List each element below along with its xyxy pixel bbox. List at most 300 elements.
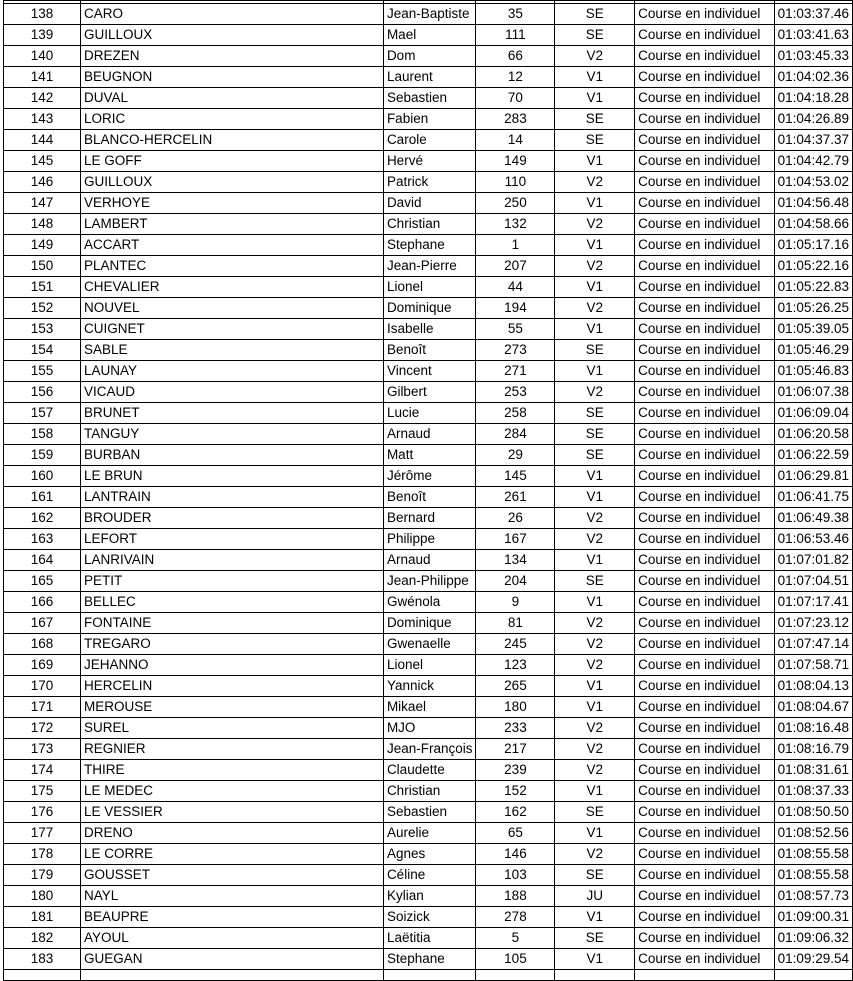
table-row <box>4 88 853 109</box>
cell-bib-number: 278 <box>476 907 555 928</box>
cell-finish-time: 01:03:45.33 <box>774 46 852 67</box>
cell-finish-time: 01:09:29.54 <box>774 949 852 970</box>
cell-bib-number: 250 <box>476 193 555 214</box>
cell-rank: 165 <box>4 571 81 592</box>
cell-finish-time: 01:04:18.28 <box>774 88 852 109</box>
cell-finish-time: 01:07:47.14 <box>774 634 852 655</box>
cell-race-type: Course en individuel <box>635 634 775 655</box>
cell-bib-number: 145 <box>476 466 555 487</box>
cell-first-name: Bernard <box>383 508 476 529</box>
table-row <box>4 235 853 256</box>
partial-cell-race-type <box>635 970 775 981</box>
cell-first-name: Kylian <box>383 886 476 907</box>
cell-rank: 163 <box>4 529 81 550</box>
cell-category: JU <box>555 886 635 907</box>
cell-rank: 152 <box>4 298 81 319</box>
cell-last-name: GUILLOUX <box>81 172 384 193</box>
cell-finish-time: 01:06:07.38 <box>774 382 852 403</box>
cell-first-name: David <box>383 193 476 214</box>
cell-category: V2 <box>555 508 635 529</box>
cell-last-name: CUIGNET <box>81 319 384 340</box>
cell-race-type: Course en individuel <box>635 655 775 676</box>
cell-rank: 175 <box>4 781 81 802</box>
table-row <box>4 109 853 130</box>
cell-bib-number: 5 <box>476 928 555 949</box>
cell-finish-time: 01:08:55.58 <box>774 844 852 865</box>
table-row <box>4 550 853 571</box>
cell-rank: 153 <box>4 319 81 340</box>
cell-finish-time: 01:08:16.48 <box>774 718 852 739</box>
table-row <box>4 445 853 466</box>
table-row <box>4 361 853 382</box>
cell-race-type: Course en individuel <box>635 508 775 529</box>
table-row <box>4 718 853 739</box>
cell-first-name: MJO <box>383 718 476 739</box>
cell-last-name: DREZEN <box>81 46 384 67</box>
cell-last-name: PETIT <box>81 571 384 592</box>
cell-last-name: BURBAN <box>81 445 384 466</box>
cell-first-name: Stephane <box>383 949 476 970</box>
cell-category: V1 <box>555 823 635 844</box>
cell-rank: 141 <box>4 67 81 88</box>
cell-race-type: Course en individuel <box>635 340 775 361</box>
cell-last-name: ACCART <box>81 235 384 256</box>
cell-category: V1 <box>555 550 635 571</box>
cell-rank: 138 <box>4 4 81 25</box>
table-row <box>4 193 853 214</box>
cell-rank: 168 <box>4 634 81 655</box>
cell-last-name: VERHOYE <box>81 193 384 214</box>
cell-rank: 183 <box>4 949 81 970</box>
cell-last-name: BRUNET <box>81 403 384 424</box>
partial-cell-category <box>555 970 635 981</box>
cell-finish-time: 01:09:06.32 <box>774 928 852 949</box>
cell-bib-number: 66 <box>476 46 555 67</box>
cell-last-name: SABLE <box>81 340 384 361</box>
cell-race-type: Course en individuel <box>635 46 775 67</box>
table-row <box>4 151 853 172</box>
cell-last-name: CARO <box>81 4 384 25</box>
cell-rank: 146 <box>4 172 81 193</box>
table-row <box>4 823 853 844</box>
cell-rank: 178 <box>4 844 81 865</box>
cell-rank: 182 <box>4 928 81 949</box>
cell-rank: 166 <box>4 592 81 613</box>
cell-category: V2 <box>555 298 635 319</box>
cell-first-name: Hervé <box>383 151 476 172</box>
cell-category: V1 <box>555 487 635 508</box>
cell-race-type: Course en individuel <box>635 928 775 949</box>
cell-last-name: LORIC <box>81 109 384 130</box>
cell-last-name: NOUVEL <box>81 298 384 319</box>
cell-bib-number: 167 <box>476 529 555 550</box>
cell-last-name: LE GOFF <box>81 151 384 172</box>
cell-bib-number: 180 <box>476 697 555 718</box>
cell-bib-number: 271 <box>476 361 555 382</box>
cell-bib-number: 217 <box>476 739 555 760</box>
cell-bib-number: 233 <box>476 718 555 739</box>
cell-last-name: BELLEC <box>81 592 384 613</box>
cell-finish-time: 01:07:01.82 <box>774 550 852 571</box>
cell-race-type: Course en individuel <box>635 214 775 235</box>
cell-first-name: Philippe <box>383 529 476 550</box>
cell-first-name: Benoît <box>383 487 476 508</box>
cell-bib-number: 265 <box>476 676 555 697</box>
cell-rank: 140 <box>4 46 81 67</box>
cell-category: SE <box>555 109 635 130</box>
cell-race-type: Course en individuel <box>635 592 775 613</box>
cell-finish-time: 01:05:46.29 <box>774 340 852 361</box>
cell-race-type: Course en individuel <box>635 571 775 592</box>
cell-bib-number: 283 <box>476 109 555 130</box>
table-row <box>4 739 853 760</box>
cell-category: V1 <box>555 88 635 109</box>
cell-rank: 173 <box>4 739 81 760</box>
cell-last-name: MEROUSE <box>81 697 384 718</box>
cell-last-name: GUEGAN <box>81 949 384 970</box>
table-row <box>4 928 853 949</box>
cell-first-name: Yannick <box>383 676 476 697</box>
cell-bib-number: 245 <box>476 634 555 655</box>
cell-rank: 171 <box>4 697 81 718</box>
cell-category: SE <box>555 25 635 46</box>
table-row <box>4 424 853 445</box>
cell-category: V2 <box>555 214 635 235</box>
cell-rank: 142 <box>4 88 81 109</box>
cell-race-type: Course en individuel <box>635 697 775 718</box>
cell-category: V2 <box>555 760 635 781</box>
cell-first-name: Sebastien <box>383 88 476 109</box>
cell-category: V1 <box>555 592 635 613</box>
table-row <box>4 277 853 298</box>
cell-bib-number: 134 <box>476 550 555 571</box>
cell-race-type: Course en individuel <box>635 781 775 802</box>
cell-rank: 139 <box>4 25 81 46</box>
table-row <box>4 865 853 886</box>
cell-last-name: VICAUD <box>81 382 384 403</box>
cell-rank: 147 <box>4 193 81 214</box>
cell-first-name: Aurelie <box>383 823 476 844</box>
cell-category: V1 <box>555 781 635 802</box>
cell-first-name: Dominique <box>383 613 476 634</box>
cell-last-name: PLANTEC <box>81 256 384 277</box>
cell-finish-time: 01:06:09.04 <box>774 403 852 424</box>
cell-rank: 176 <box>4 802 81 823</box>
cell-first-name: Lionel <box>383 655 476 676</box>
partial-cell-rank <box>4 970 81 981</box>
cell-first-name: Lucie <box>383 403 476 424</box>
cell-last-name: LANTRAIN <box>81 487 384 508</box>
cell-last-name: HERCELIN <box>81 676 384 697</box>
cell-finish-time: 01:08:37.33 <box>774 781 852 802</box>
cell-race-type: Course en individuel <box>635 298 775 319</box>
cell-bib-number: 103 <box>476 865 555 886</box>
partial-cell-bib-number <box>476 970 555 981</box>
cell-finish-time: 01:07:17.41 <box>774 592 852 613</box>
cell-last-name: DUVAL <box>81 88 384 109</box>
cell-race-type: Course en individuel <box>635 550 775 571</box>
cell-category: V2 <box>555 46 635 67</box>
cell-category: V1 <box>555 67 635 88</box>
cell-last-name: JEHANNO <box>81 655 384 676</box>
cell-finish-time: 01:03:41.63 <box>774 25 852 46</box>
table-row <box>4 466 853 487</box>
cell-first-name: Stephane <box>383 235 476 256</box>
cell-category: V2 <box>555 382 635 403</box>
cell-category: SE <box>555 4 635 25</box>
cell-race-type: Course en individuel <box>635 25 775 46</box>
cell-rank: 180 <box>4 886 81 907</box>
cell-last-name: CHEVALIER <box>81 277 384 298</box>
cell-finish-time: 01:05:39.05 <box>774 319 852 340</box>
table-row <box>4 634 853 655</box>
cell-bib-number: 1 <box>476 235 555 256</box>
cell-first-name: Vincent <box>383 361 476 382</box>
table-row <box>4 214 853 235</box>
cell-finish-time: 01:04:53.02 <box>774 172 852 193</box>
cell-category: V1 <box>555 235 635 256</box>
cell-bib-number: 258 <box>476 403 555 424</box>
cell-race-type: Course en individuel <box>635 4 775 25</box>
cell-last-name: LAUNAY <box>81 361 384 382</box>
cell-bib-number: 207 <box>476 256 555 277</box>
cell-category: V1 <box>555 676 635 697</box>
cell-finish-time: 01:04:37.37 <box>774 130 852 151</box>
cell-category: SE <box>555 403 635 424</box>
cell-bib-number: 204 <box>476 571 555 592</box>
cell-finish-time: 01:08:04.67 <box>774 697 852 718</box>
cell-first-name: Jean-François <box>383 739 476 760</box>
cell-race-type: Course en individuel <box>635 193 775 214</box>
cell-last-name: GUILLOUX <box>81 25 384 46</box>
cell-first-name: Christian <box>383 214 476 235</box>
cell-first-name: Jérôme <box>383 466 476 487</box>
cell-last-name: FONTAINE <box>81 613 384 634</box>
cell-bib-number: 194 <box>476 298 555 319</box>
cell-race-type: Course en individuel <box>635 760 775 781</box>
cell-race-type: Course en individuel <box>635 886 775 907</box>
cell-bib-number: 261 <box>476 487 555 508</box>
cell-last-name: LE MEDEC <box>81 781 384 802</box>
table-row <box>4 403 853 424</box>
cell-bib-number: 81 <box>476 613 555 634</box>
cell-race-type: Course en individuel <box>635 739 775 760</box>
cell-race-type: Course en individuel <box>635 445 775 466</box>
cell-rank: 156 <box>4 382 81 403</box>
cell-rank: 149 <box>4 235 81 256</box>
cell-finish-time: 01:08:31.61 <box>774 760 852 781</box>
cell-race-type: Course en individuel <box>635 172 775 193</box>
table-row <box>4 592 853 613</box>
cell-finish-time: 01:06:22.59 <box>774 445 852 466</box>
cell-first-name: Patrick <box>383 172 476 193</box>
cell-race-type: Course en individuel <box>635 676 775 697</box>
cell-category: SE <box>555 571 635 592</box>
cell-rank: 164 <box>4 550 81 571</box>
cell-last-name: SUREL <box>81 718 384 739</box>
cell-race-type: Course en individuel <box>635 151 775 172</box>
cell-rank: 151 <box>4 277 81 298</box>
cell-bib-number: 152 <box>476 781 555 802</box>
cell-rank: 145 <box>4 151 81 172</box>
cell-last-name: NAYL <box>81 886 384 907</box>
cell-rank: 143 <box>4 109 81 130</box>
cell-category: V2 <box>555 172 635 193</box>
table-row <box>4 781 853 802</box>
cell-first-name: Arnaud <box>383 550 476 571</box>
table-row <box>4 67 853 88</box>
cell-finish-time: 01:05:22.83 <box>774 277 852 298</box>
cell-last-name: DRENO <box>81 823 384 844</box>
table-row <box>4 340 853 361</box>
cell-bib-number: 55 <box>476 319 555 340</box>
cell-category: V2 <box>555 739 635 760</box>
cell-category: V1 <box>555 466 635 487</box>
cell-race-type: Course en individuel <box>635 529 775 550</box>
cell-first-name: Dom <box>383 46 476 67</box>
cell-finish-time: 01:04:42.79 <box>774 151 852 172</box>
cell-first-name: Carole <box>383 130 476 151</box>
cell-race-type: Course en individuel <box>635 424 775 445</box>
cell-rank: 172 <box>4 718 81 739</box>
cell-race-type: Course en individuel <box>635 382 775 403</box>
cell-bib-number: 110 <box>476 172 555 193</box>
cell-finish-time: 01:06:29.81 <box>774 466 852 487</box>
cell-finish-time: 01:08:57.73 <box>774 886 852 907</box>
cell-bib-number: 188 <box>476 886 555 907</box>
table-row <box>4 697 853 718</box>
cell-last-name: TANGUY <box>81 424 384 445</box>
table-row <box>4 25 853 46</box>
table-row <box>4 676 853 697</box>
cell-last-name: LEFORT <box>81 529 384 550</box>
cell-category: SE <box>555 445 635 466</box>
cell-rank: 181 <box>4 907 81 928</box>
cell-rank: 154 <box>4 340 81 361</box>
cell-first-name: Gwenaelle <box>383 634 476 655</box>
cell-category: V1 <box>555 907 635 928</box>
cell-race-type: Course en individuel <box>635 802 775 823</box>
cell-category: SE <box>555 340 635 361</box>
cell-race-type: Course en individuel <box>635 949 775 970</box>
cell-rank: 150 <box>4 256 81 277</box>
cell-bib-number: 12 <box>476 67 555 88</box>
cell-bib-number: 239 <box>476 760 555 781</box>
cell-first-name: Benoît <box>383 340 476 361</box>
cell-first-name: Soizick <box>383 907 476 928</box>
cell-bib-number: 14 <box>476 130 555 151</box>
table-row <box>4 907 853 928</box>
cell-race-type: Course en individuel <box>635 865 775 886</box>
cell-category: V2 <box>555 634 635 655</box>
table-row <box>4 319 853 340</box>
table-row <box>4 487 853 508</box>
cell-finish-time: 01:06:41.75 <box>774 487 852 508</box>
cell-first-name: Sebastien <box>383 802 476 823</box>
cell-race-type: Course en individuel <box>635 130 775 151</box>
cell-bib-number: 105 <box>476 949 555 970</box>
cell-category: V1 <box>555 319 635 340</box>
cell-finish-time: 01:07:23.12 <box>774 613 852 634</box>
cell-first-name: Jean-Pierre <box>383 256 476 277</box>
partial-cell-first-name <box>383 970 476 981</box>
cell-first-name: Claudette <box>383 760 476 781</box>
cell-race-type: Course en individuel <box>635 613 775 634</box>
cell-rank: 177 <box>4 823 81 844</box>
cell-first-name: Matt <box>383 445 476 466</box>
cell-race-type: Course en individuel <box>635 256 775 277</box>
cell-finish-time: 01:08:55.58 <box>774 865 852 886</box>
cell-category: V1 <box>555 361 635 382</box>
cell-last-name: BEUGNON <box>81 67 384 88</box>
cell-rank: 174 <box>4 760 81 781</box>
cell-bib-number: 284 <box>476 424 555 445</box>
cell-finish-time: 01:04:02.36 <box>774 67 852 88</box>
cell-category: V2 <box>555 844 635 865</box>
partial-cell-finish-time <box>774 970 852 981</box>
cell-bib-number: 149 <box>476 151 555 172</box>
cell-last-name: AYOUL <box>81 928 384 949</box>
cell-bib-number: 162 <box>476 802 555 823</box>
table-row <box>4 172 853 193</box>
cell-race-type: Course en individuel <box>635 109 775 130</box>
cell-finish-time: 01:05:46.83 <box>774 361 852 382</box>
cell-finish-time: 01:07:04.51 <box>774 571 852 592</box>
table-row <box>4 655 853 676</box>
cell-category: SE <box>555 130 635 151</box>
results-table-container <box>3 0 853 981</box>
cell-race-type: Course en individuel <box>635 844 775 865</box>
cell-first-name: Gilbert <box>383 382 476 403</box>
table-row <box>4 256 853 277</box>
cell-category: SE <box>555 424 635 445</box>
cell-race-type: Course en individuel <box>635 403 775 424</box>
cell-bib-number: 44 <box>476 277 555 298</box>
cell-first-name: Isabelle <box>383 319 476 340</box>
cell-category: V1 <box>555 151 635 172</box>
table-row <box>4 46 853 67</box>
cell-finish-time: 01:06:20.58 <box>774 424 852 445</box>
cell-race-type: Course en individuel <box>635 823 775 844</box>
cell-rank: 179 <box>4 865 81 886</box>
cell-finish-time: 01:05:22.16 <box>774 256 852 277</box>
cell-first-name: Lionel <box>383 277 476 298</box>
cell-first-name: Dominique <box>383 298 476 319</box>
cell-finish-time: 01:04:26.89 <box>774 109 852 130</box>
cell-finish-time: 01:08:52.56 <box>774 823 852 844</box>
cell-finish-time: 01:05:17.16 <box>774 235 852 256</box>
table-row <box>4 844 853 865</box>
cell-race-type: Course en individuel <box>635 319 775 340</box>
cell-bib-number: 9 <box>476 592 555 613</box>
cell-bib-number: 65 <box>476 823 555 844</box>
cell-last-name: THIRE <box>81 760 384 781</box>
cell-bib-number: 253 <box>476 382 555 403</box>
cell-race-type: Course en individuel <box>635 718 775 739</box>
cell-category: SE <box>555 928 635 949</box>
cell-race-type: Course en individuel <box>635 907 775 928</box>
cell-race-type: Course en individuel <box>635 67 775 88</box>
cell-finish-time: 01:08:04.13 <box>774 676 852 697</box>
cell-finish-time: 01:04:58.66 <box>774 214 852 235</box>
cell-rank: 169 <box>4 655 81 676</box>
cell-race-type: Course en individuel <box>635 88 775 109</box>
cell-category: V1 <box>555 949 635 970</box>
cell-category: V2 <box>555 613 635 634</box>
cell-first-name: Christian <box>383 781 476 802</box>
cell-bib-number: 26 <box>476 508 555 529</box>
cell-race-type: Course en individuel <box>635 277 775 298</box>
